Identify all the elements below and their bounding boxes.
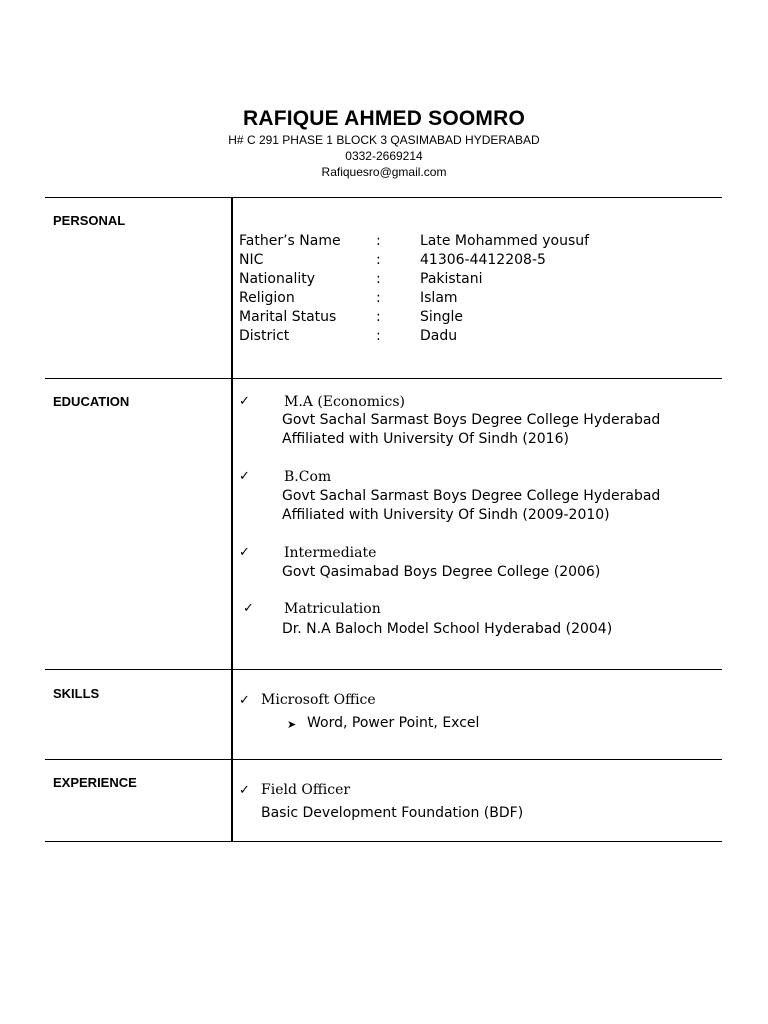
education-detail: Govt Sachal Sarmast Boys Degree College Hyderabad bbox=[282, 488, 661, 504]
experience-title: Field Officer bbox=[261, 782, 351, 798]
section-label-experience: EXPERIENCE bbox=[53, 775, 137, 790]
candidate-name: RAFIQUE AHMED SOOMRO bbox=[242, 107, 526, 130]
education-detail: Affiliated with University Of Sindh (2009-2010) bbox=[282, 507, 610, 523]
divider-bottom bbox=[45, 841, 722, 842]
column-divider bbox=[231, 197, 233, 842]
skill-title: Microsoft Office bbox=[261, 692, 376, 708]
field-colon: : bbox=[376, 309, 381, 325]
field-label: District bbox=[239, 328, 290, 344]
email-address: Rafiquesro@gmail.com bbox=[321, 165, 447, 179]
arrow-bullet-icon: ➤ bbox=[287, 718, 297, 731]
address: H# C 291 PHASE 1 BLOCK 3 QASIMABAD HYDERABAD bbox=[228, 133, 540, 147]
field-label: Marital Status bbox=[239, 309, 337, 325]
divider-personal-education bbox=[45, 378, 722, 379]
check-icon: ✓ bbox=[239, 783, 250, 798]
field-colon: : bbox=[376, 290, 381, 306]
experience-detail: Basic Development Foundation (BDF) bbox=[261, 805, 524, 821]
resume-header bbox=[0, 106, 768, 180]
field-value: Pakistani bbox=[420, 271, 483, 287]
education-degree-ma: M.A (Economics) bbox=[284, 394, 405, 410]
field-value: Late Mohammed yousuf bbox=[420, 233, 590, 249]
field-label: NIC bbox=[239, 252, 264, 268]
section-label-education: EDUCATION bbox=[53, 394, 130, 409]
field-value: 41306-4412208-5 bbox=[420, 252, 546, 268]
field-colon: : bbox=[376, 328, 381, 344]
section-label-personal: PERSONAL bbox=[53, 213, 126, 228]
field-colon: : bbox=[376, 233, 381, 249]
check-icon: ✓ bbox=[239, 545, 250, 560]
field-colon: : bbox=[376, 271, 381, 287]
check-icon: ✓ bbox=[239, 394, 250, 409]
divider-top bbox=[45, 197, 722, 198]
check-icon: ✓ bbox=[243, 601, 254, 616]
field-value: Dadu bbox=[420, 328, 458, 344]
education-detail: Affiliated with University Of Sindh (2016) bbox=[282, 431, 569, 447]
field-label: Father’s Name bbox=[239, 233, 341, 249]
education-detail: Govt Qasimabad Boys Degree College (2006) bbox=[282, 564, 601, 580]
field-colon: : bbox=[376, 252, 381, 268]
section-label-skills: SKILLS bbox=[53, 686, 100, 701]
divider-skills-experience bbox=[45, 759, 722, 760]
phone-number: 0332-2669214 bbox=[345, 149, 423, 163]
check-icon: ✓ bbox=[239, 693, 250, 708]
field-value: Islam bbox=[420, 290, 458, 306]
skill-detail: Word, Power Point, Excel bbox=[307, 715, 480, 731]
education-degree-bcom: B.Com bbox=[284, 469, 332, 485]
education-detail: Dr. N.A Baloch Model School Hyderabad (2004) bbox=[282, 621, 613, 637]
education-degree-intermediate: Intermediate bbox=[284, 545, 377, 561]
field-label: Religion bbox=[239, 290, 295, 306]
education-degree-matriculation: Matriculation bbox=[284, 601, 381, 617]
divider-education-skills bbox=[45, 669, 722, 670]
education-detail: Govt Sachal Sarmast Boys Degree College Hyderabad bbox=[282, 412, 661, 428]
field-value: Single bbox=[420, 309, 464, 325]
check-icon: ✓ bbox=[239, 469, 250, 484]
field-label: Nationality bbox=[239, 271, 316, 287]
